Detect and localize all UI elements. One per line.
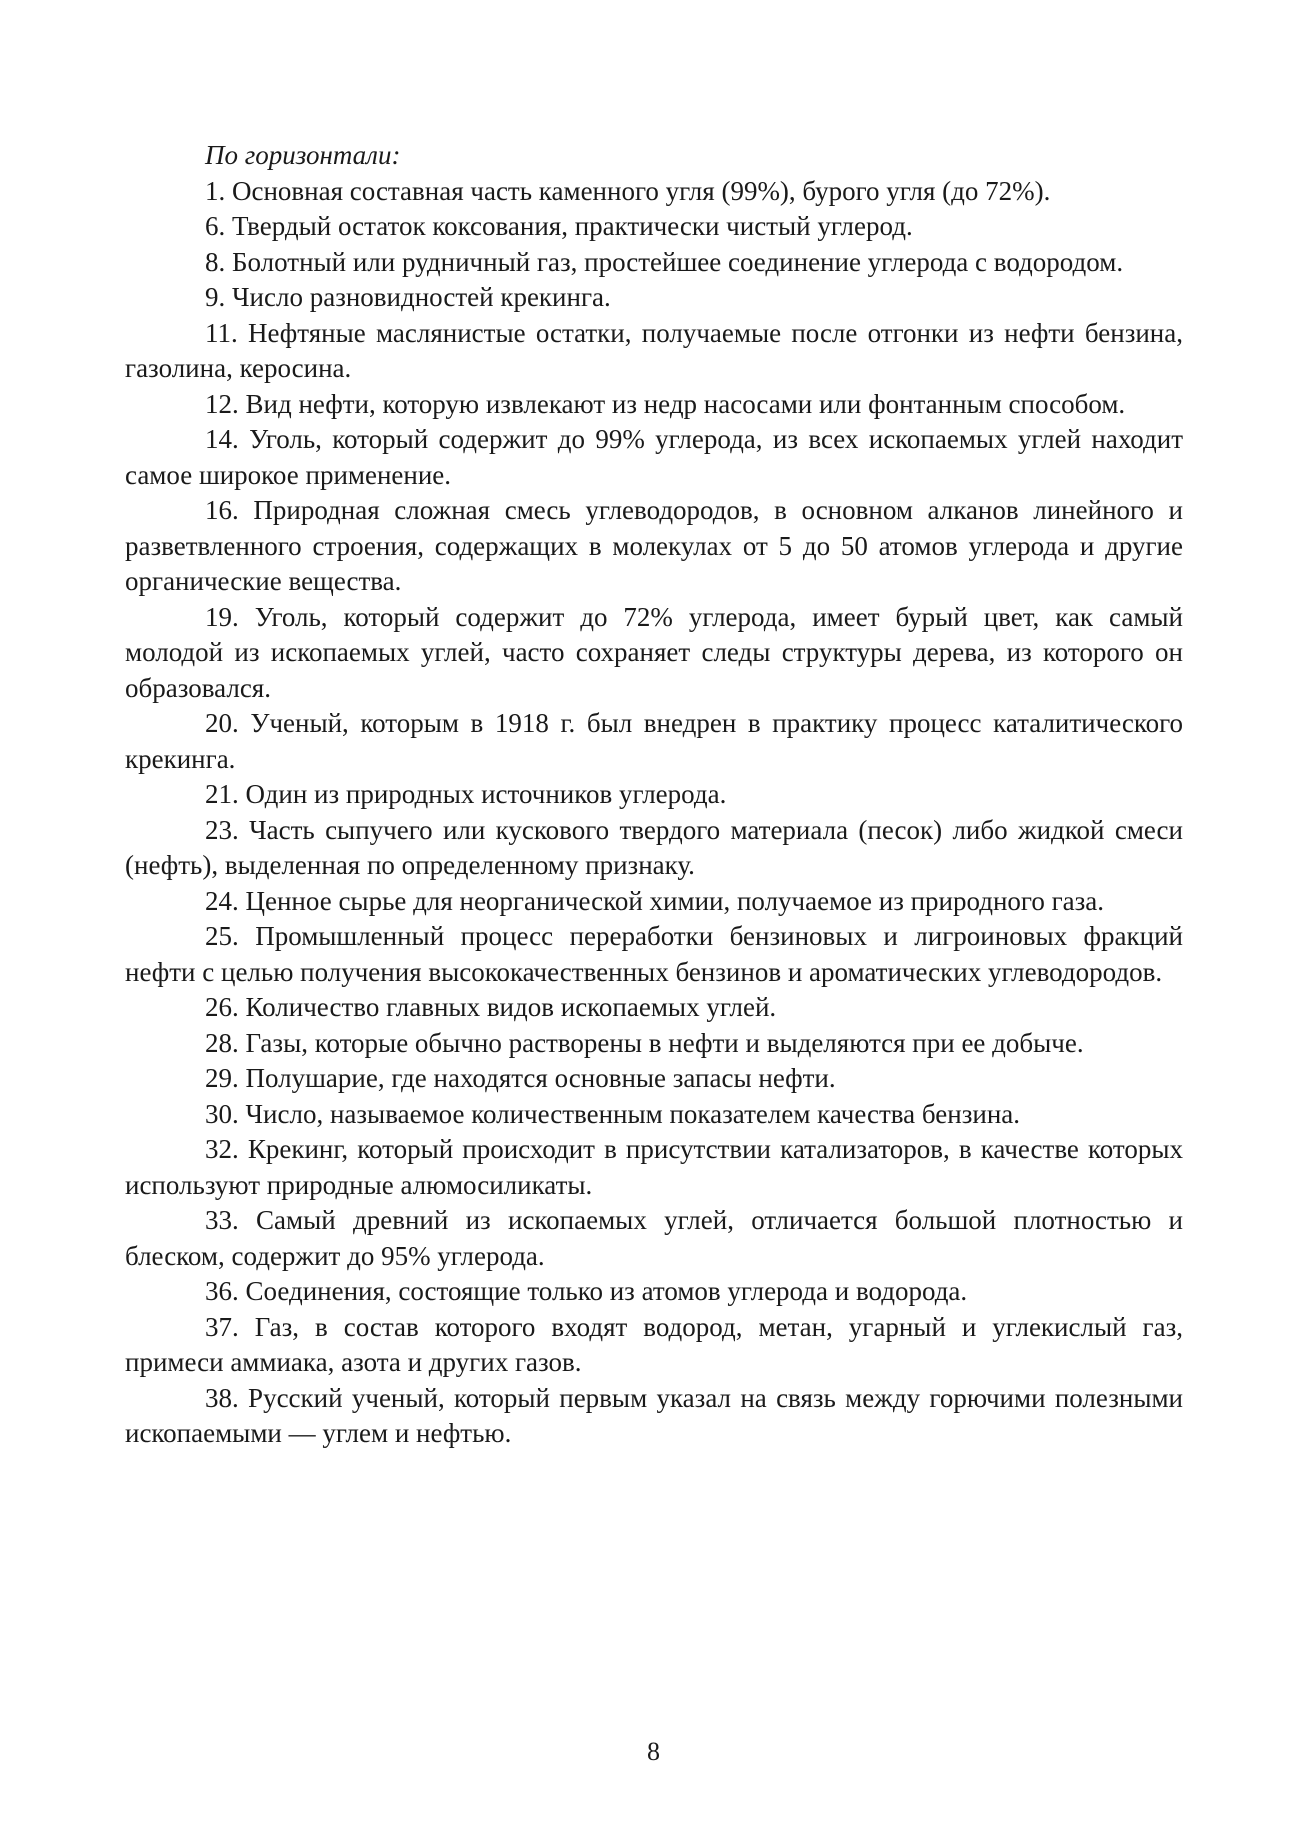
clue-item: 26. Количество главных видов ископаемых углей. [205,992,777,1022]
clue-item: 28. Газы, которые обычно растворены в нефти и выделяются при ее добыче. [205,1027,1084,1058]
clue-item: 36. Соединения, состоящие только из атомов углерода и водорода. [205,1276,968,1306]
clue-item: 19. Уголь, который содержит до 72% углерода, имеет бурый цвет, как самый молодой из ископаемых углей, часто сохраняет следы структуры дерева, из которого он образовался. [125,601,1183,703]
clue-item: 16. Природная сложная смесь углеводородов, в основном алканов линейного и разветвленного строения, содержащих в молекулах от 5 до 50 атомов углерода и другие органические вещества. [125,495,1183,596]
clue-item: 1. Основная составная часть каменного угля (99%), бурого угля (до 72%). [205,175,1051,206]
clue-item: 21. Один из природных источников углерода. [205,779,727,809]
clue-item: 23. Часть сыпучего или кускового твердого материала (песок) либо жидкой смеси (нефть), выделенная по определенному признаку. [125,814,1183,880]
crossword-clues-section [125,138,1183,1452]
clue-item: 12. Вид нефти, которую извлекают из недр насосами или фонтанным способом. [205,388,1126,419]
clue-item: 20. Ученый, которым в 1918 г. был внедрен в практику процесс каталитического крекинга. [125,708,1183,774]
clue-item: 32. Крекинг, который происходит в присутствии катализаторов, в качестве которых используют природные алюмосиликаты. [125,1134,1183,1200]
section-heading: По горизонтали: [205,140,401,170]
clue-item: 8. Болотный или рудничный газ, простейшее соединение углерода с водородом. [205,246,1124,277]
page-number: 8 [647,1737,660,1766]
clue-item: 37. Газ, в состав которого входят водород, метан, угарный и углекислый газ, примеси аммиака, азота и других газов. [125,1311,1183,1377]
clue-item: 6. Твердый остаток коксования, практически чистый углерод. [205,211,913,241]
clue-item: 30. Число, называемое количественным показателем качества бензина. [205,1098,1021,1129]
clue-item: 11. Нефтяные маслянистые остатки, получаемые после отгонки из нефти бензина, газолина, керосина. [125,317,1183,383]
clue-item: 29. Полушарие, где находятся основные запасы нефти. [205,1063,836,1093]
clue-item: 14. Уголь, который содержит до 99% углерода, из всех ископаемых углей находит самое широкое применение. [125,424,1183,490]
clue-item: 25. Промышленный процесс переработки бензиновых и лигроиновых фракций нефти с целью получения высококачественных бензинов и ароматических углеводородов. [125,921,1183,987]
clue-item: 9. Число разновидностей крекинга. [205,282,611,312]
clue-item: 24. Ценное сырье для неорганической химии, получаемое из природного газа. [205,885,1105,916]
clue-item: 38. Русский ученый, который первым указал на связь между горючими полезными ископаемыми — углем и нефтью. [125,1382,1183,1448]
clue-item: 33. Самый древний из ископаемых углей, отличается большой плотностью и блеском, содержит до 95% углерода. [125,1205,1183,1271]
